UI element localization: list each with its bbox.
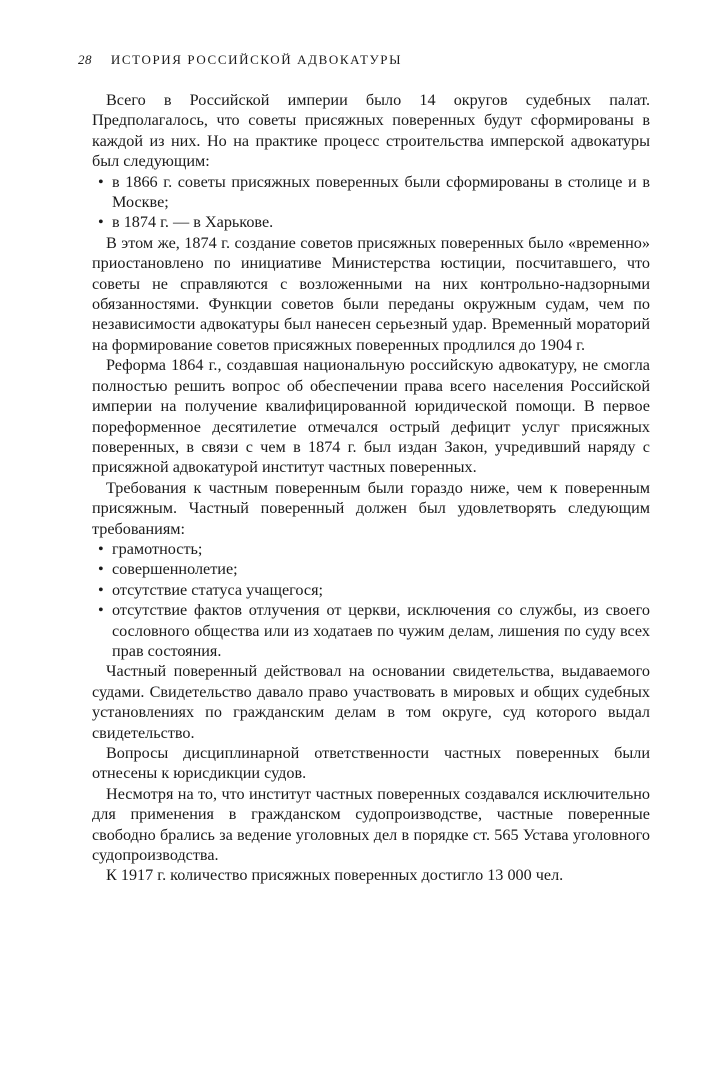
paragraph: Вопросы дисциплинарной ответственности частных поверенных были отнесены к юрисдикции судов. xyxy=(92,744,650,783)
paragraph: Реформа 1864 г., создавшая национальную российскую адвокатуру, не смогла полностью решить вопрос об обеспечении права всего населения Российской империи на получение квалифицированной юридической помощи. В первое пореформенное десятилетие отмечался острый дефицит услуг присяжных поверенных, в связи с чем в 1874 г. был издан Закон, учредивший наряду с присяжной адвокатурой институт частных поверенных. xyxy=(92,356,650,477)
page-body xyxy=(92,90,650,886)
paragraph: Всего в Российской империи было 14 округов судебных палат. Предполагалось, что советы присяжных поверенных будут сформированы в каждой из них. Но на практике процесс строительства имперской адвокатуры был следующим: xyxy=(92,91,650,171)
bullet-list xyxy=(92,172,650,233)
list-item: • совершеннолетие; xyxy=(92,559,650,579)
list-item: • грамотность; xyxy=(92,539,650,559)
running-title: ИСТОРИЯ РОССИЙСКОЙ АДВОКАТУРЫ xyxy=(110,52,403,67)
paragraph: К 1917 г. количество присяжных поверенных достигло 13 000 чел. xyxy=(106,866,564,885)
running-header xyxy=(78,52,638,68)
paragraph: Требования к частным поверенным были гораздо ниже, чем к поверенным присяжным. Частный поверенный должен был удовлетворять следующим требованиям: xyxy=(92,478,650,538)
paragraph: Несмотря на то, что институт частных поверенных создавался исключительно для применения в гражданском судопроизводстве, частные поверенные свободно брались за ведение уголовных дел в порядке ст. 565 Устава уголовного судопроизводства. xyxy=(92,784,650,865)
list-item: • отсутствие фактов отлучения от церкви, исключения со службы, из своего сословного общества или из ходатаев по чужим делам, лишения по суду всех прав состояния. xyxy=(92,600,650,661)
list-item: • в 1866 г. советы присяжных поверенных были сформированы в столице и в Москве; xyxy=(92,172,650,213)
page-number: 28 xyxy=(78,52,92,67)
paragraph: В этом же, 1874 г. создание советов присяжных поверенных было «временно» приостановлено по инициативе Министерства юстиции, посчитавшего, что советы не справляются с возложенными на них контрольно-надзорными обязанностями. Функции советов были переданы окружным судам, чем по независимости адвокатуры был нанесен серьезный удар. Временный мораторий на формирование советов присяжных поверенных продлился до 1904 г. xyxy=(92,233,650,354)
list-item: • отсутствие статуса учащегося; xyxy=(92,580,650,600)
paragraph: Частный поверенный действовал на основании свидетельства, выдаваемого судами. Свидетельство давало право участвовать в мировых и общих судебных установлениях по гражданским делам в том округе, суд которого выдал свидетельство. xyxy=(92,662,650,742)
list-item: • в 1874 г. — в Харькове. xyxy=(92,212,650,232)
bullet-list xyxy=(92,539,650,661)
